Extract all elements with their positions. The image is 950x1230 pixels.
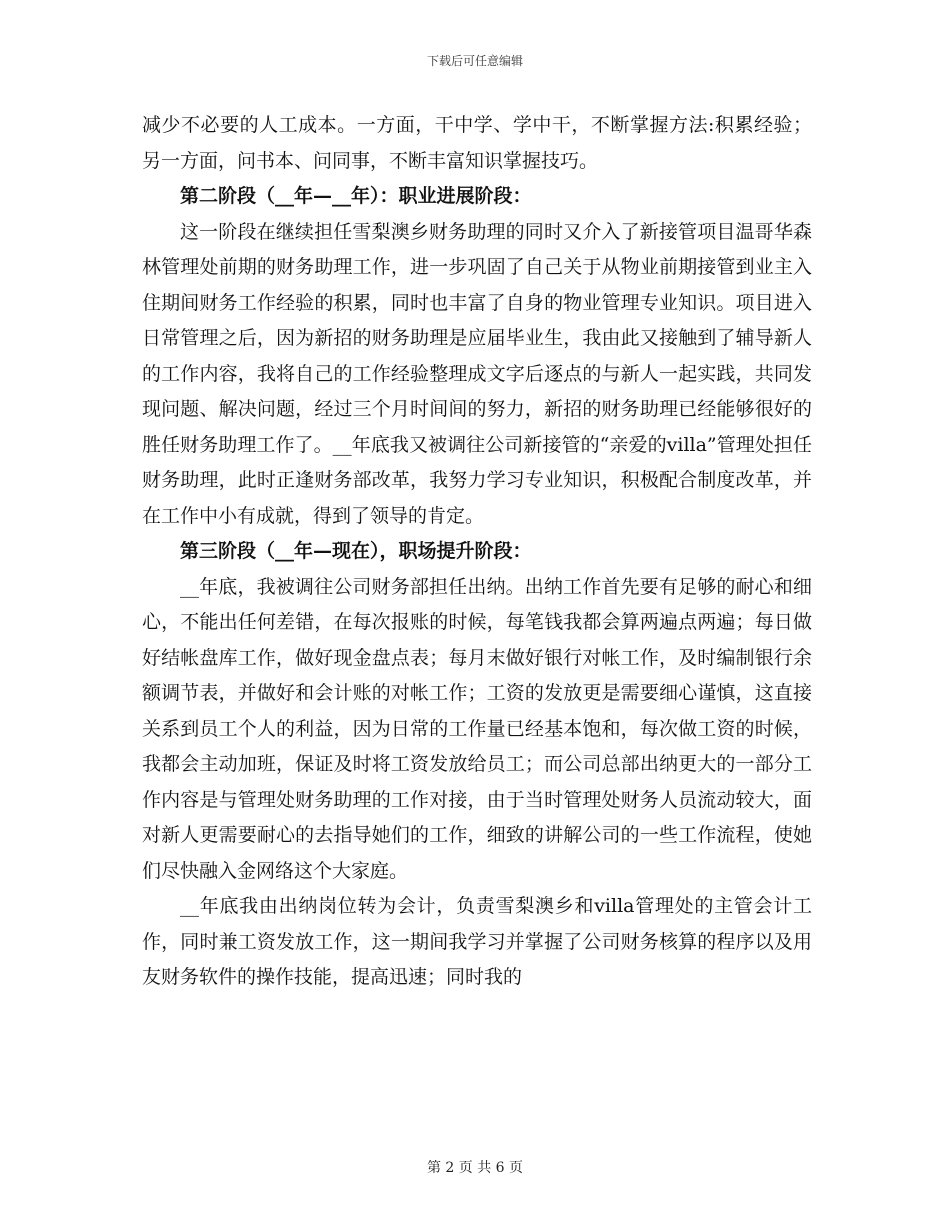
page-header: 下载后可任意编辑: [426, 54, 523, 68]
page-number: 第 2 页 共 6 页: [426, 1160, 524, 1176]
paragraph-stage-2: 这一阶段在继续担任雪梨澳乡财务助理的同时又介入了新接管项目温哥华森林管理处前期的财务助理工作，进一步巩固了自己关于从物业前期接管到业主入住期间财务工作经验的积累，同时也丰富了自身的物业管理专业知识。项目进入日常管理之后，因为新招的财务助理是应届毕业生，我由此又接触到了辅导新人的工作内容，我将自己的工作经验整理成文字后逐点的与新人一起实践，共同发现问题、解决问题，经过三个月时间间的努力，新招的财务助理已经能够很好的胜任财务助理工作了。__年底我又被调往公司新接管的“亲爱的villa”管理处担任财务助理，此时正逢财务部改革，我努力学习专业知识，积极配合制度改革，并在工作中小有成就，得到了领导的肯定。: [142, 220, 812, 527]
paragraph-continuation: 减少不必要的人工成本。一方面，干中学、学中干，不断掌握方法:积累经验；另一方面，问书本、问同事，不断丰富知识掌握技巧。: [142, 114, 812, 172]
paragraph-stage-3-cashier: __年底，我被调往公司财务部担任出纳。出纳工作首先要有足够的耐心和细心，不能出任何差错，在每次报账的时候，每笔钱我都会算两遍点两遍；每日做好结帐盘库工作，做好现金盘点表；每月末做好银行对帐工作，及时编制银行余额调节表，并做好和会计账的对帐工作；工资的发放更是需要细心谨慎，这直接关系到员工个人的利益，因为日常的工作量已经基本饱和，每次做工资的时候，我都会主动加班，保证及时将工资发放给员工；而公司总部出纳更大的一部分工作内容是与管理处财务助理的工作对接，由于当时管理处财务人员流动较大，面对新人更需要耐心的去指导她们的工作，细致的讲解公司的一些工作流程，使她们尽快融入金网络这个大家庭。: [142, 575, 812, 882]
section-heading-stage-3: 第三阶段（__年—现在），职场提升阶段：: [180, 540, 532, 562]
paragraph-stage-3-accountant: __年底我由出纳岗位转为会计，负责雪梨澳乡和villa管理处的主管会计工作，同时兼工资发放工作，这一期间我学习并掌握了公司财务核算的程序以及用友财务软件的操作技能，提高迅速；同时我的: [142, 895, 812, 988]
document-body: [142, 108, 812, 996]
section-heading-stage-2: 第二阶段（__年—__年）：职业进展阶段：: [180, 185, 532, 207]
